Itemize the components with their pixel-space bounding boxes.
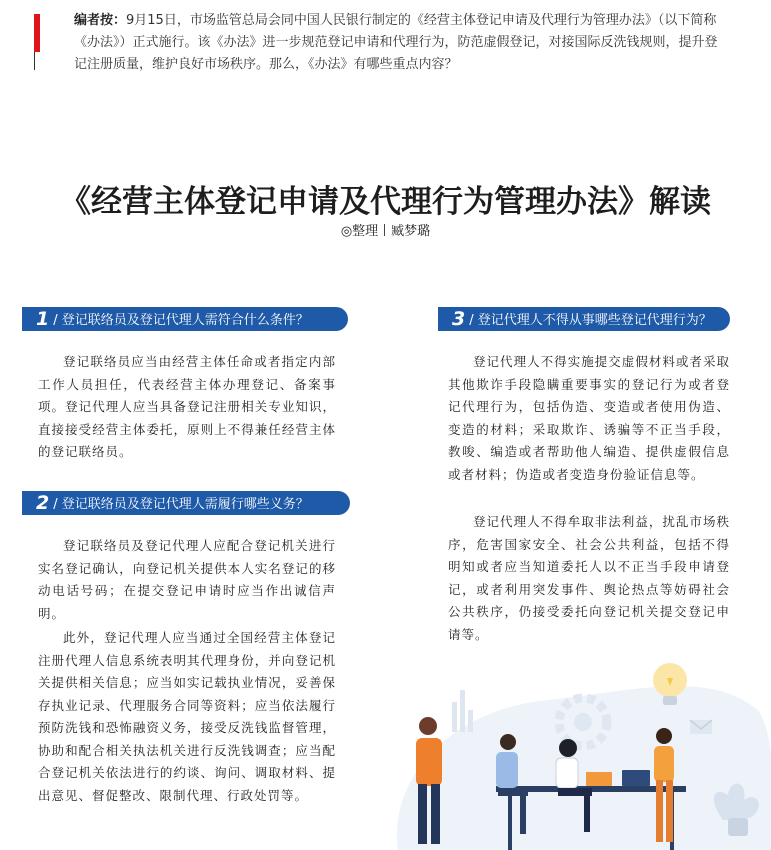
editor-note [74, 10, 722, 76]
section-3-header [438, 307, 730, 331]
laptop-icon [586, 772, 612, 786]
section-3-heading: / 登记代理人不得从事哪些登记代理行为？ [469, 313, 712, 328]
accent-red-bar [34, 14, 40, 52]
byline-author: 臧梦璐 [391, 224, 431, 239]
byline-divider [384, 224, 385, 236]
section-3-number: 3 [452, 308, 466, 330]
bar-chart-icon [452, 690, 473, 732]
accent-line [34, 52, 35, 70]
section-2-heading: / 登记联络员及登记代理人需履行哪些义务？ [53, 497, 309, 512]
section-1-paragraph-1: 登记联络员应当由经营主体任命或者指定内部工作人员担任，代表经营主体办理登记、备案事项。登记代理人应当具备登记注册相关专业知识，直接接受经营主体委托，原则上不得兼任经营主体的登记联络员。 [38, 354, 336, 459]
envelope-icon [690, 720, 712, 734]
byline-role: ◎整理 [340, 224, 379, 239]
section-2-paragraph-1: 登记联络员及登记代理人应配合登记机关进行实名登记确认，向登记机关提供本人实名登记的移动电话号码；在提交登记申请时应当作出诚信声明。 [38, 538, 336, 621]
section-1-header [22, 307, 348, 331]
section-1-heading: / 登记联络员及登记代理人需符合什么条件？ [53, 313, 309, 328]
editor-note-text: 9月15日，市场监管总局会同中国人民银行制定的《经营主体登记申请及代理行为管理办法》（以下简称《办法》）正式施行。该《办法》进一步规范登记申请和代理行为，防范虚假登记，对接国际反洗钱规则，提升登记注册质量，维护良好市场秩序。那么，《办法》有哪些重点内容？ [74, 13, 718, 72]
section-1-number: 1 [36, 308, 50, 330]
section-2-number: 2 [36, 492, 50, 514]
laptop-icon-2 [622, 770, 650, 786]
section-2-header [22, 491, 350, 515]
editor-note-label: 编者按： [74, 13, 127, 28]
byline [0, 220, 771, 239]
office-team-illustration [378, 650, 771, 850]
article-title: 《经营主体登记申请及代理行为管理办法》解读 [60, 184, 711, 220]
section-2-paragraph-2: 此外，登记代理人应当通过全国经营主体登记注册代理人信息系统表明其代理身份，并向登记机关提供相关信息；应当如实记载执业情况，妥善保存执业记录、代理服务合同等资料；应当依法履行预防洗钱和恐怖融资义务，接受反洗钱监督管理，协助和配合相关执法机关进行反洗钱调查；应当配合登记机关依法进行的约谈、询问、调取材料、提出意见、督促整改、限制代理、行政处罚等。 [38, 630, 336, 803]
section-3-paragraph-2: 登记代理人不得牟取非法利益，扰乱市场秩序，危害国家安全、社会公共利益，包括不得明知或者应当知道委托人以不正当手段申请登记，或者利用突发事件、舆论热点等妨碍社会公共秩序，仍接受委托向登记机关提交登记申请等。 [448, 514, 730, 642]
section-3-paragraph-1: 登记代理人不得实施提交虚假材料或者采取其他欺诈手段隐瞒重要事实的登记行为或者登记代理行为，包括伪造、变造或者使用伪造、变造的材料；采取欺诈、诱骗等不正当手段，教唆、编造或者帮助他人编造、提供虚假信息或者材料；伪造或者变造身份验证信息等。 [448, 354, 730, 482]
